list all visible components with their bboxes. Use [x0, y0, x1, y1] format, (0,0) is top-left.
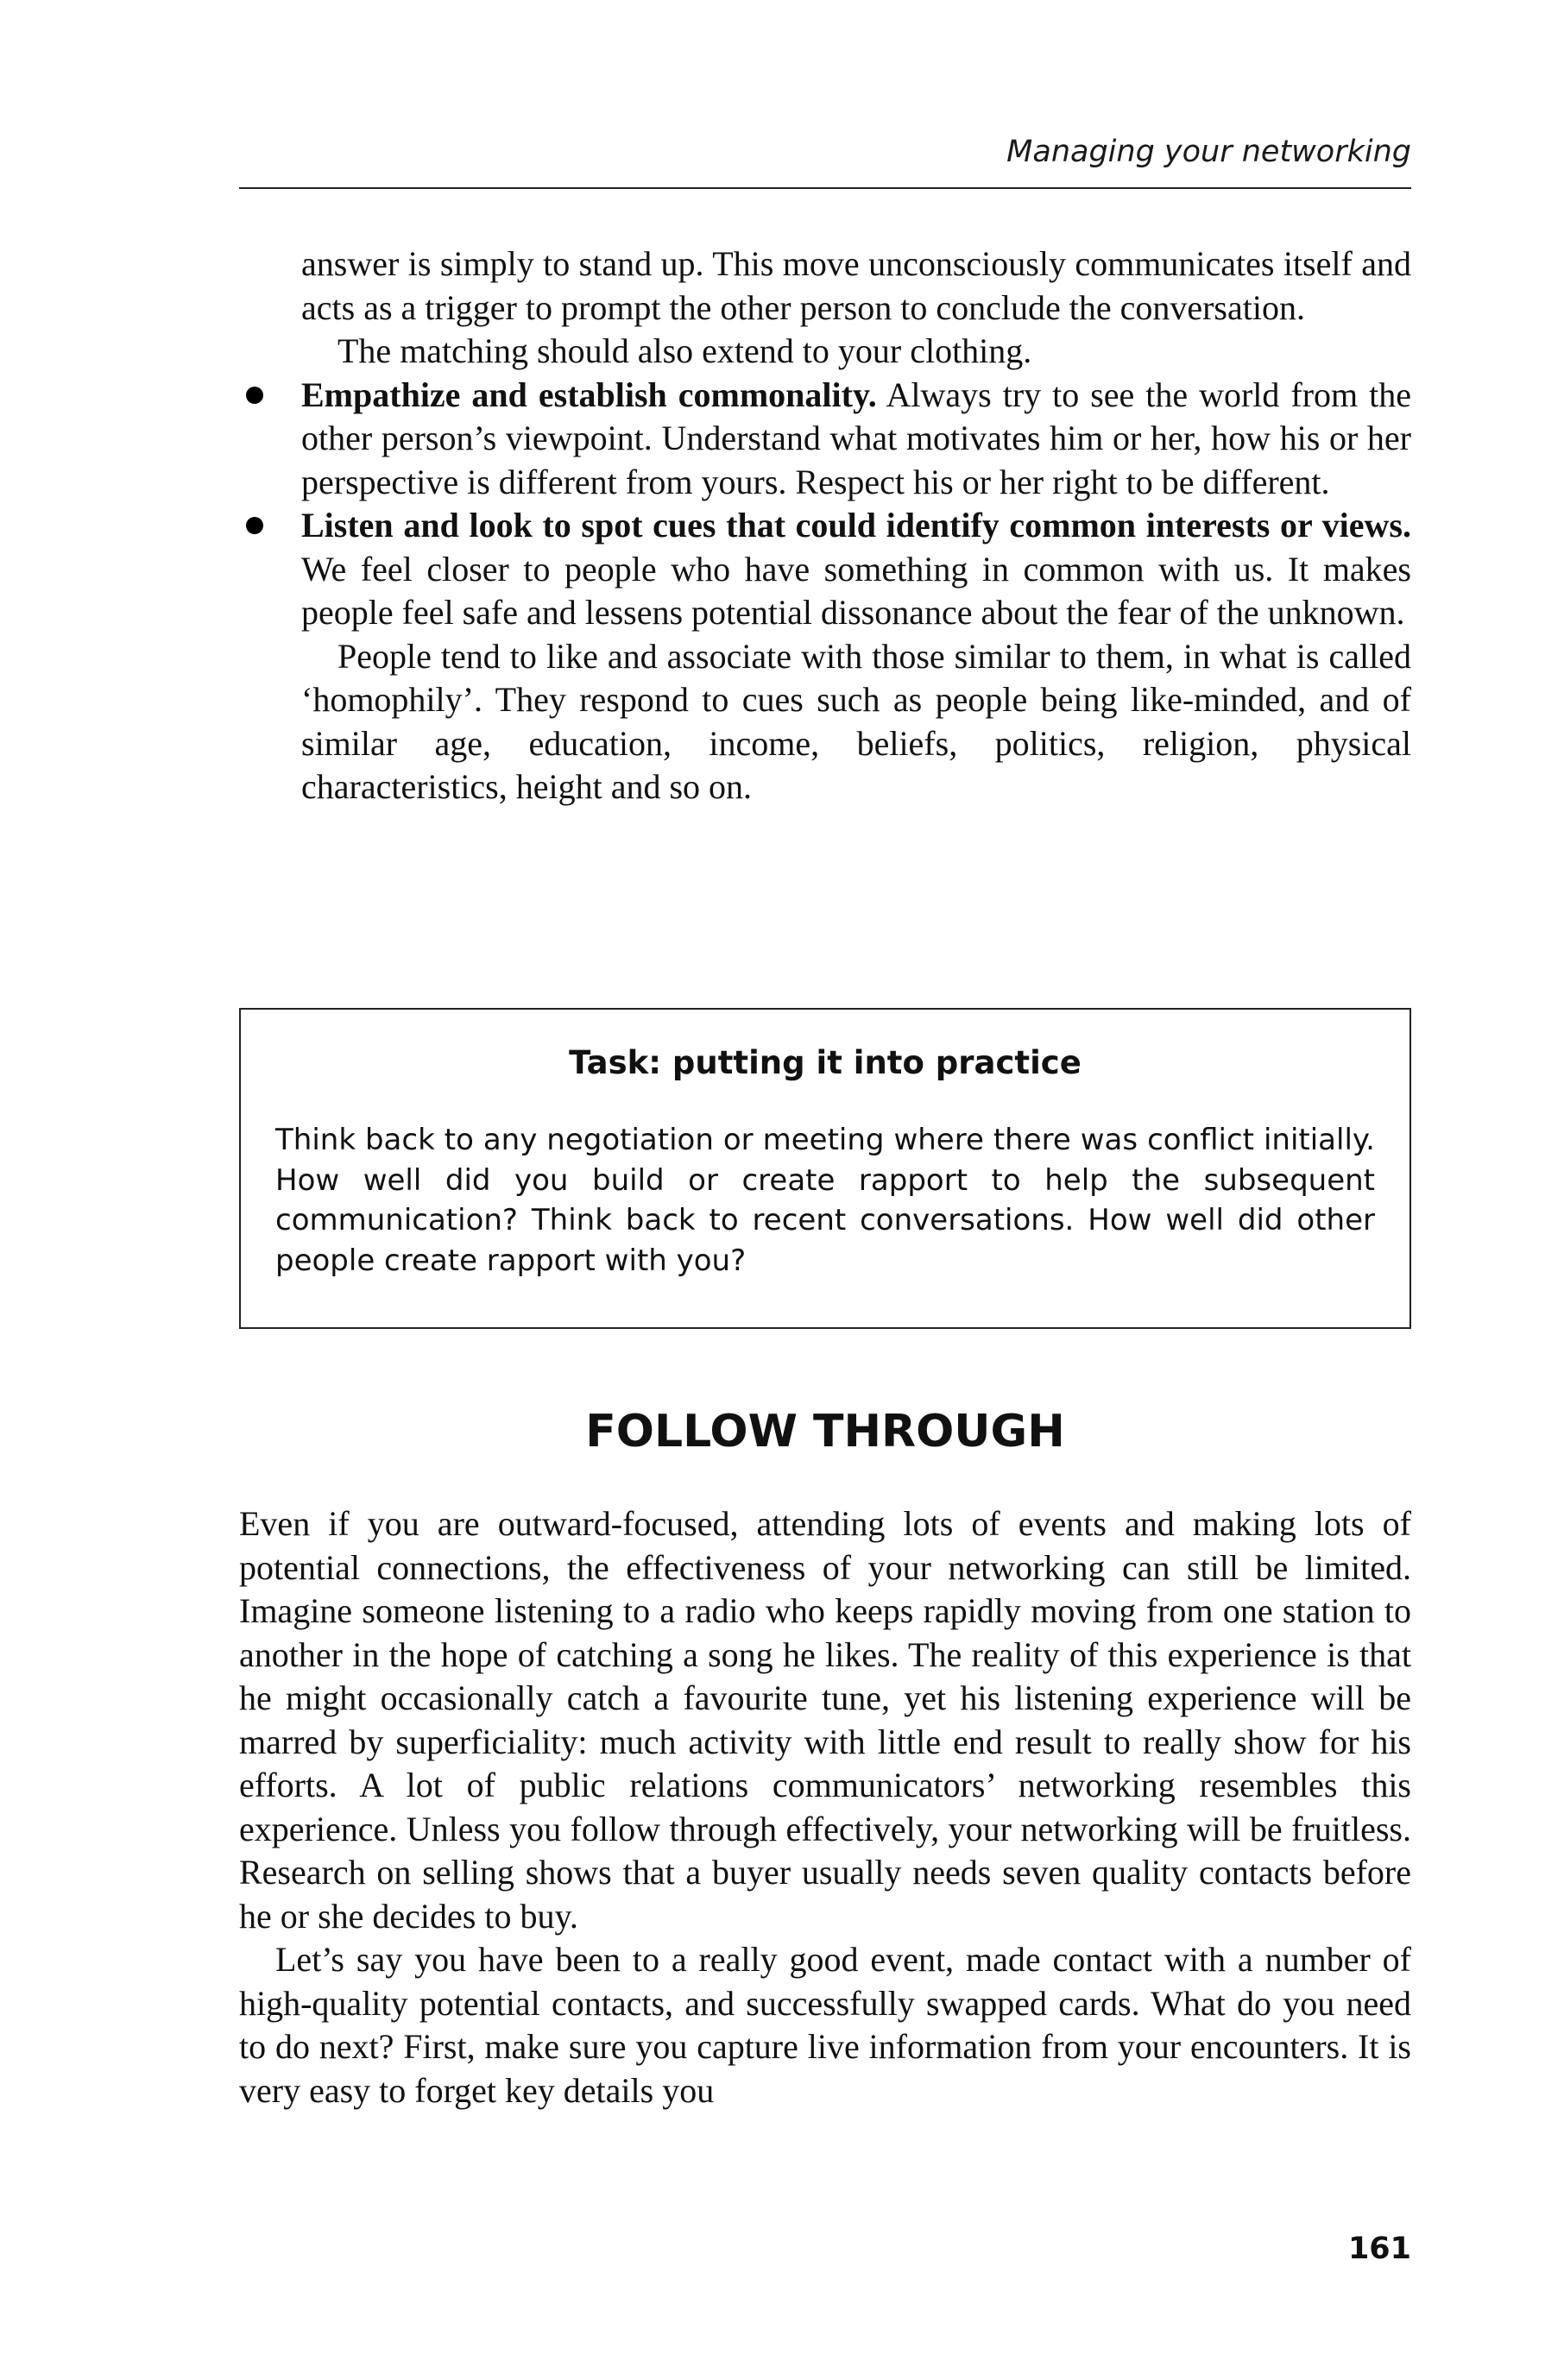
- bullet-text: Always try to see the world from the other person’s viewpoint. Understand what motivates him or her, how his or her perspective is different from yours. Respect his or her right to be different.: [301, 375, 1411, 501]
- follow-through-body: [239, 1502, 1411, 2112]
- bullet-text: We feel closer to people who have something in common with us. It makes people feel safe and lessens potential dissonance about the fear of the unknown.: [301, 549, 1411, 632]
- bullet-icon: [246, 517, 263, 534]
- running-head: Managing your networking: [1006, 135, 1411, 169]
- bullet-lead: Empathize and establish commonality.: [301, 375, 877, 414]
- page-number: 161: [1347, 2232, 1411, 2266]
- header-rule: [239, 187, 1411, 189]
- follow-through-paragraph-1: Even if you are outward-focused, attending lots of events and making lots of potential connections, the effectiveness of your networking can still be limited. Imagine someone listening to a radio who keeps rapidly moving from one station to another in the hope of catching a song he likes. The reality of this experience is that he might occasionally catch a favourite tune, yet his listening experience will be marred by superficiality: much activity with little end result to really show for his efforts. A lot of public relations communicators’ networking resembles this experience. Unless you follow through effectively, your networking will be fruitless. Research on selling shows that a buyer usually needs seven quality contacts before he or she decides to buy.: [239, 1504, 1411, 1936]
- task-title: Task: putting it into practice: [569, 1044, 1082, 1081]
- continuation-paragraph: answer is simply to stand up. This move unconsciously communicates itself and acts as a trigger to prompt the other person to conclude the conversation.: [301, 244, 1411, 327]
- homophily-paragraph: People tend to like and associate with those similar to them, in what is called ‘homophily’. They respond to cues such as people being like-minded, and of similar age, education, income, beliefs, politics, religion, physical characteristics, height and so on.: [301, 636, 1411, 806]
- task-body: Think back to any negotiation or meeting where there was conflict initially. How well did you build or create rapport to help the subsequent communication? Think back to recent conversations. How well did other people create rapport with you?: [275, 1123, 1375, 1278]
- bullet-item-listen: [301, 504, 1411, 635]
- bullet-icon: [246, 387, 263, 404]
- bullet-section: [301, 242, 1411, 809]
- bullet-item-empathize: [301, 374, 1411, 505]
- clothing-paragraph: The matching should also extend to your clothing.: [337, 331, 1032, 370]
- task-box: [239, 1008, 1411, 1329]
- follow-through-paragraph-2: Let’s say you have been to a really good event, made contact with a number of high-quality potential contacts, and successfully swapped cards. What do you need to do next? First, make sure you capture live information from your encounters. It is very easy to forget key details you: [239, 1940, 1411, 2110]
- section-heading: FOLLOW THROUGH: [585, 1406, 1065, 1458]
- bullet-lead: Listen and look to spot cues that could identify common interests or views.: [301, 506, 1411, 545]
